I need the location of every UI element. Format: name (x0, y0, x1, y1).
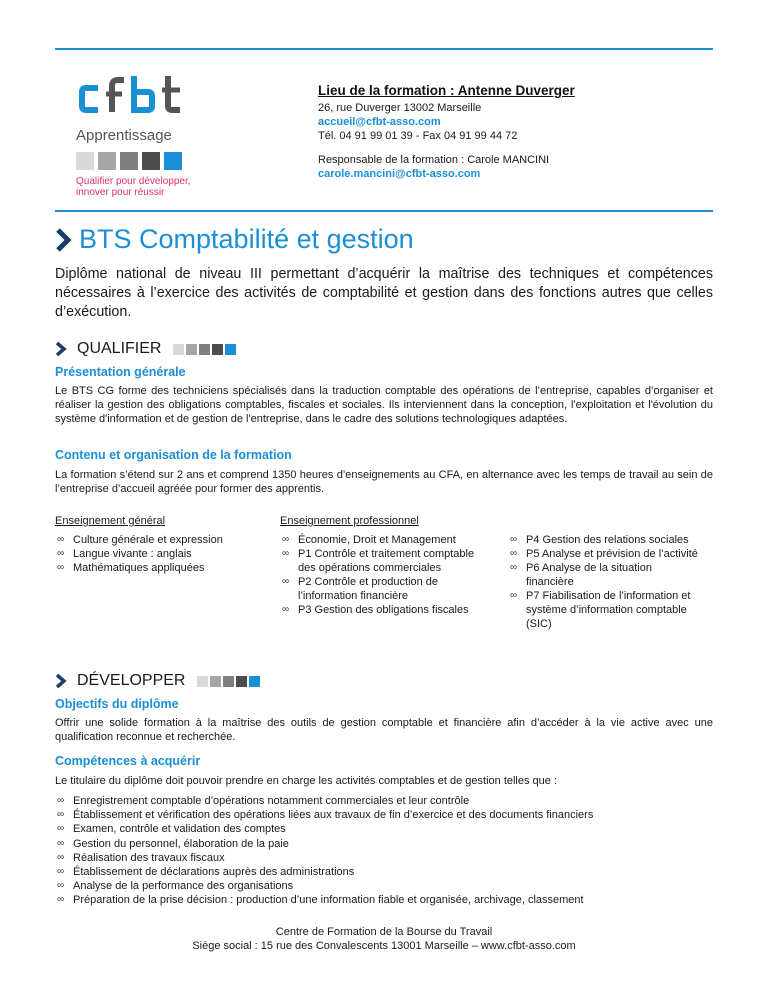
competences-heading: Compétences à acquérir (55, 754, 201, 768)
page-title: BTS Comptabilité et gestion (55, 224, 414, 255)
objectifs-heading: Objectifs du diplôme (55, 697, 179, 711)
chevron-right-icon (55, 227, 73, 253)
header-divider (55, 210, 713, 212)
general-teaching-heading: Enseignement général (55, 515, 166, 527)
contenu-heading: Contenu et organisation de la formation (55, 448, 292, 462)
pro-teaching-column (280, 514, 480, 617)
pro-teaching-column-2 (508, 533, 698, 631)
location-block (318, 84, 575, 181)
responsable-name: Responsable de la formation : Carole MANCINI (318, 154, 550, 166)
list-item: ∞ P4 Gestion des relations sociales (508, 533, 698, 547)
general-teaching-column (55, 514, 260, 575)
footer-line-1: Centre de Formation de la Bourse du Travail (275, 926, 493, 938)
location-address: 26, rue Duverger 13002 Marseille (318, 102, 482, 114)
list-item: ∞ P6 Analyse de la situation financière (508, 561, 698, 589)
footer-line-2: Siège social : 15 rue des Convalescents 13001 Marseille – www.cfbt-asso.com (192, 940, 576, 952)
list-item: ∞ Économie, Droit et Management (280, 533, 480, 547)
cfbt-logo (76, 72, 196, 116)
intro-paragraph: Diplôme national de niveau III permettant d’acquérir la maîtrise des techniques et compétences nécessaires à l’exercice des activités de comptabilité et gestion dans des fonctions autres que celles d’exécution. (55, 266, 713, 320)
location-phone: Tél. 04 91 99 01 39 - Fax 04 91 99 44 72 (318, 130, 518, 142)
section-developper: DÉVELOPPER (55, 672, 260, 690)
presentation-paragraph: Le BTS CG forme des techniciens spécialisés dans la traduction comptable des opérations de l’entreprise, capables d’organiser et réaliser la gestion des obligations comptables, fiscales et sociales. Ils interviennent dans la conception, l'exploitation et l'évolution du système d'information et de gestion de l'entreprise, dans le cadre des solutions technologiques adaptées. (55, 385, 713, 425)
logo-tagline: Qualifier pour développer, innover pour réussir (76, 176, 191, 198)
responsable-email-link[interactable]: carole.mancini@cfbt-asso.com (318, 168, 481, 180)
list-item: ∞ Établissement de déclarations auprès des administrations (55, 865, 715, 879)
list-item: ∞ P7 Fiabilisation de l’information et système d’information comptable (SIC) (508, 589, 698, 631)
contenu-paragraph: La formation s’étend sur 2 ans et comprend 1350 heures d’enseignements au CFA, en alternance avec les temps de travail au sein de l’entreprise d’accueil agréée pour former des apprentis. (55, 469, 713, 495)
list-item: ∞ P3 Gestion des obligations fiscales (280, 603, 480, 617)
presentation-heading: Présentation générale (55, 365, 186, 379)
pro-teaching-heading: Enseignement professionnel (280, 515, 419, 527)
list-item: ∞ Réalisation des travaux fiscaux (55, 851, 715, 865)
location-email-link[interactable]: accueil@cfbt-asso.com (318, 116, 441, 128)
page-footer (0, 925, 768, 953)
list-item: ∞ Examen, contrôle et validation des comptes (55, 822, 715, 836)
competences-intro: Le titulaire du diplôme doit pouvoir prendre en charge les activités comptables et de gestion telles que : (55, 775, 558, 787)
competences-list (55, 794, 715, 908)
logo-color-squares (76, 152, 182, 170)
logo-subtitle: Apprentissage (76, 127, 172, 144)
section-color-squares (173, 344, 236, 355)
list-item: ∞ P1 Contrôle et traitement comptable des opérations commerciales (280, 547, 480, 575)
section-qualifier: QUALIFIER (55, 340, 236, 358)
list-item: ∞ P5 Analyse et prévision de l’activité (508, 547, 698, 561)
top-divider (55, 48, 713, 50)
location-title: Lieu de la formation : Antenne Duverger (318, 83, 575, 98)
objectifs-paragraph: Offrir une solide formation à la maîtrise des outils de gestion comptable et financière afin d’accéder à la vie active avec une qualification reconnue et recherchée. (55, 717, 713, 743)
section-color-squares (197, 676, 260, 687)
list-item: ∞ Établissement et vérification des opérations liées aux travaux de fin d’exercice et des documents financiers (55, 808, 715, 822)
list-item: ∞ Mathématiques appliquées (55, 561, 260, 575)
list-item: ∞ Gestion du personnel, élaboration de la paie (55, 837, 715, 851)
list-item: ∞ Culture générale et expression (55, 533, 260, 547)
list-item: ∞ Langue vivante : anglais (55, 547, 260, 561)
chevron-right-icon (55, 673, 67, 689)
chevron-right-icon (55, 341, 67, 357)
list-item: ∞ P2 Contrôle et production de l’information financière (280, 575, 480, 603)
list-item: ∞ Enregistrement comptable d’opérations notamment commerciales et leur contrôle (55, 794, 715, 808)
list-item: ∞ Analyse de la performance des organisations (55, 879, 715, 893)
list-item: ∞ Préparation de la prise décision : production d’une information fiable et organisée, archivage, classement (55, 893, 715, 907)
